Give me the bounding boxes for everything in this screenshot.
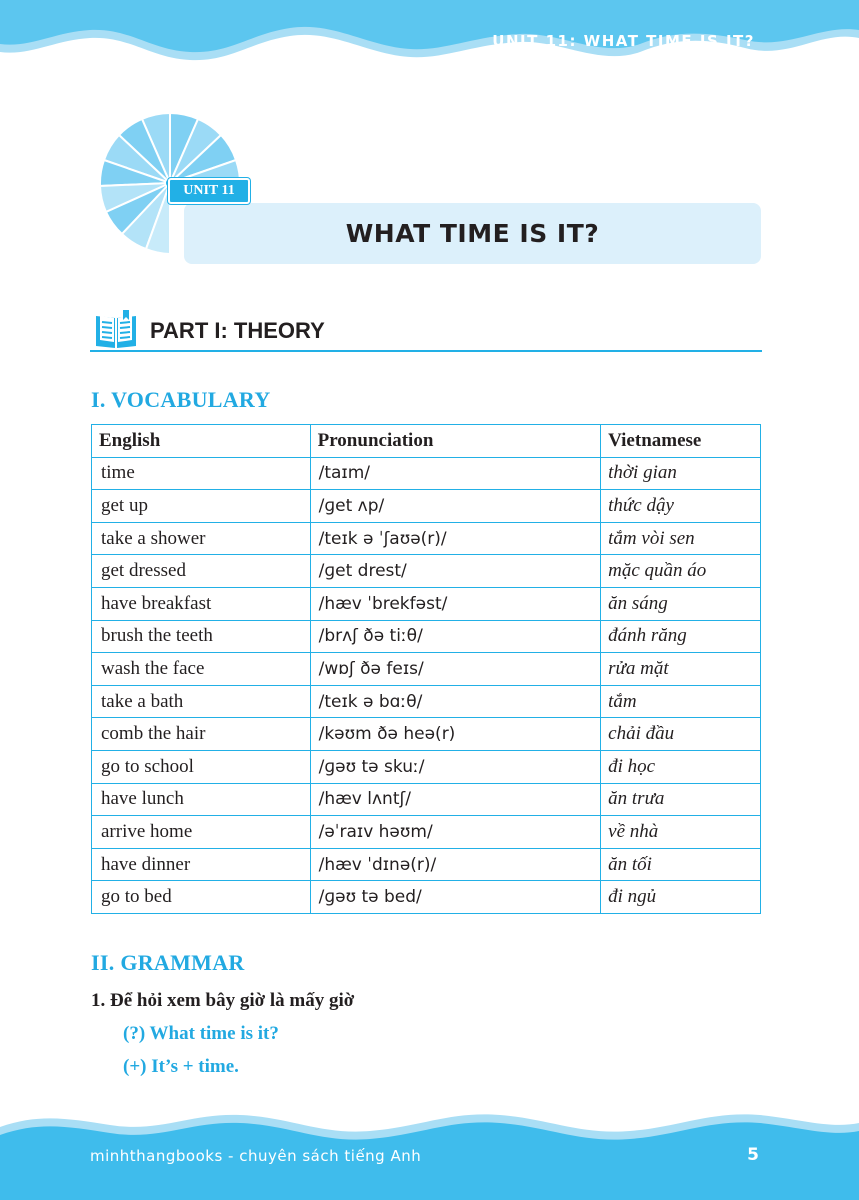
table-row (92, 783, 761, 816)
table-row (92, 555, 761, 588)
english-cell: brush the teeth (92, 620, 311, 653)
grammar-question: (?) What time is it? (123, 1023, 279, 1044)
table-row (92, 522, 761, 555)
table-row (92, 750, 761, 783)
vietnamese-cell: đánh răng (601, 620, 761, 653)
english-cell: have dinner (92, 848, 311, 881)
english-cell: take a bath (92, 685, 311, 718)
vietnamese-cell: mặc quần áo (601, 555, 761, 588)
part-divider (90, 350, 762, 352)
english-cell: get dressed (92, 555, 311, 588)
vietnamese-cell: ăn tối (601, 848, 761, 881)
vietnamese-cell: tắm (601, 685, 761, 718)
english-cell: wash the face (92, 653, 311, 686)
english-cell: have lunch (92, 783, 311, 816)
pronunciation-cell: /teɪk ə ˈʃaʊə(r)/ (310, 522, 601, 555)
vietnamese-cell: đi học (601, 750, 761, 783)
column-header-vietnamese: Vietnamese (601, 425, 761, 458)
table-row (92, 816, 761, 849)
english-cell: arrive home (92, 816, 311, 849)
pronunciation-cell: /hæv lʌntʃ/ (310, 783, 601, 816)
vietnamese-cell: ăn sáng (601, 587, 761, 620)
english-cell: take a shower (92, 522, 311, 555)
table-row (92, 718, 761, 751)
footer-publisher: minhthangbooks - chuyên sách tiếng Anh (90, 1147, 422, 1165)
page-number: 5 (747, 1145, 759, 1165)
english-cell: comb the hair (92, 718, 311, 751)
table-header-row (92, 425, 761, 458)
vietnamese-cell: rửa mặt (601, 653, 761, 686)
page-title: WHAT TIME IS IT? (345, 219, 600, 248)
vietnamese-cell: thời gian (601, 457, 761, 490)
table-row (92, 490, 761, 523)
english-cell: go to school (92, 750, 311, 783)
table-row (92, 848, 761, 881)
vietnamese-cell: tắm vòi sen (601, 522, 761, 555)
vietnamese-cell: thức dậy (601, 490, 761, 523)
pronunciation-cell: /kəʊm ðə heə(r) (310, 718, 601, 751)
pronunciation-cell: /teɪk ə bɑːθ/ (310, 685, 601, 718)
pronunciation-cell: /ɡet ʌp/ (310, 490, 601, 523)
table-row (92, 457, 761, 490)
grammar-point-1: 1. Để hỏi xem bây giờ là mấy giờ (91, 990, 355, 1011)
pronunciation-cell: /ɡet drest/ (310, 555, 601, 588)
column-header-pronunciation: Pronunciation (310, 425, 601, 458)
header-unit-title: UNIT 11: WHAT TIME IS IT? (492, 32, 755, 50)
book-icon (93, 308, 139, 352)
part-title: PART I: THEORY (150, 318, 325, 343)
table-row (92, 587, 761, 620)
pronunciation-cell: /ɡəʊ tə skuː/ (310, 750, 601, 783)
pronunciation-cell: /wɒʃ ðə feɪs/ (310, 653, 601, 686)
vietnamese-cell: ăn trưa (601, 783, 761, 816)
grammar-answer: (+) It’s + time. (123, 1056, 239, 1077)
pronunciation-cell: /əˈraɪv həʊm/ (310, 816, 601, 849)
vietnamese-cell: đi ngủ (601, 881, 761, 914)
pronunciation-cell: /brʌʃ ðə tiːθ/ (310, 620, 601, 653)
vocabulary-table (91, 424, 761, 914)
english-cell: get up (92, 490, 311, 523)
table-row (92, 685, 761, 718)
english-cell: time (92, 457, 311, 490)
english-cell: have breakfast (92, 587, 311, 620)
pronunciation-cell: /taɪm/ (310, 457, 601, 490)
vietnamese-cell: chải đầu (601, 718, 761, 751)
grammar-heading: II. GRAMMAR (91, 950, 245, 975)
pronunciation-cell: /hæv ˈdɪnə(r)/ (310, 848, 601, 881)
column-header-english: English (92, 425, 311, 458)
unit-badge: UNIT 11 (168, 178, 250, 204)
vietnamese-cell: về nhà (601, 816, 761, 849)
english-cell: go to bed (92, 881, 311, 914)
pronunciation-cell: /hæv ˈbrekfəst/ (310, 587, 601, 620)
pronunciation-cell: /ɡəʊ tə bed/ (310, 881, 601, 914)
table-row (92, 620, 761, 653)
vocabulary-heading: I. VOCABULARY (91, 387, 271, 412)
table-row (92, 881, 761, 914)
table-row (92, 653, 761, 686)
